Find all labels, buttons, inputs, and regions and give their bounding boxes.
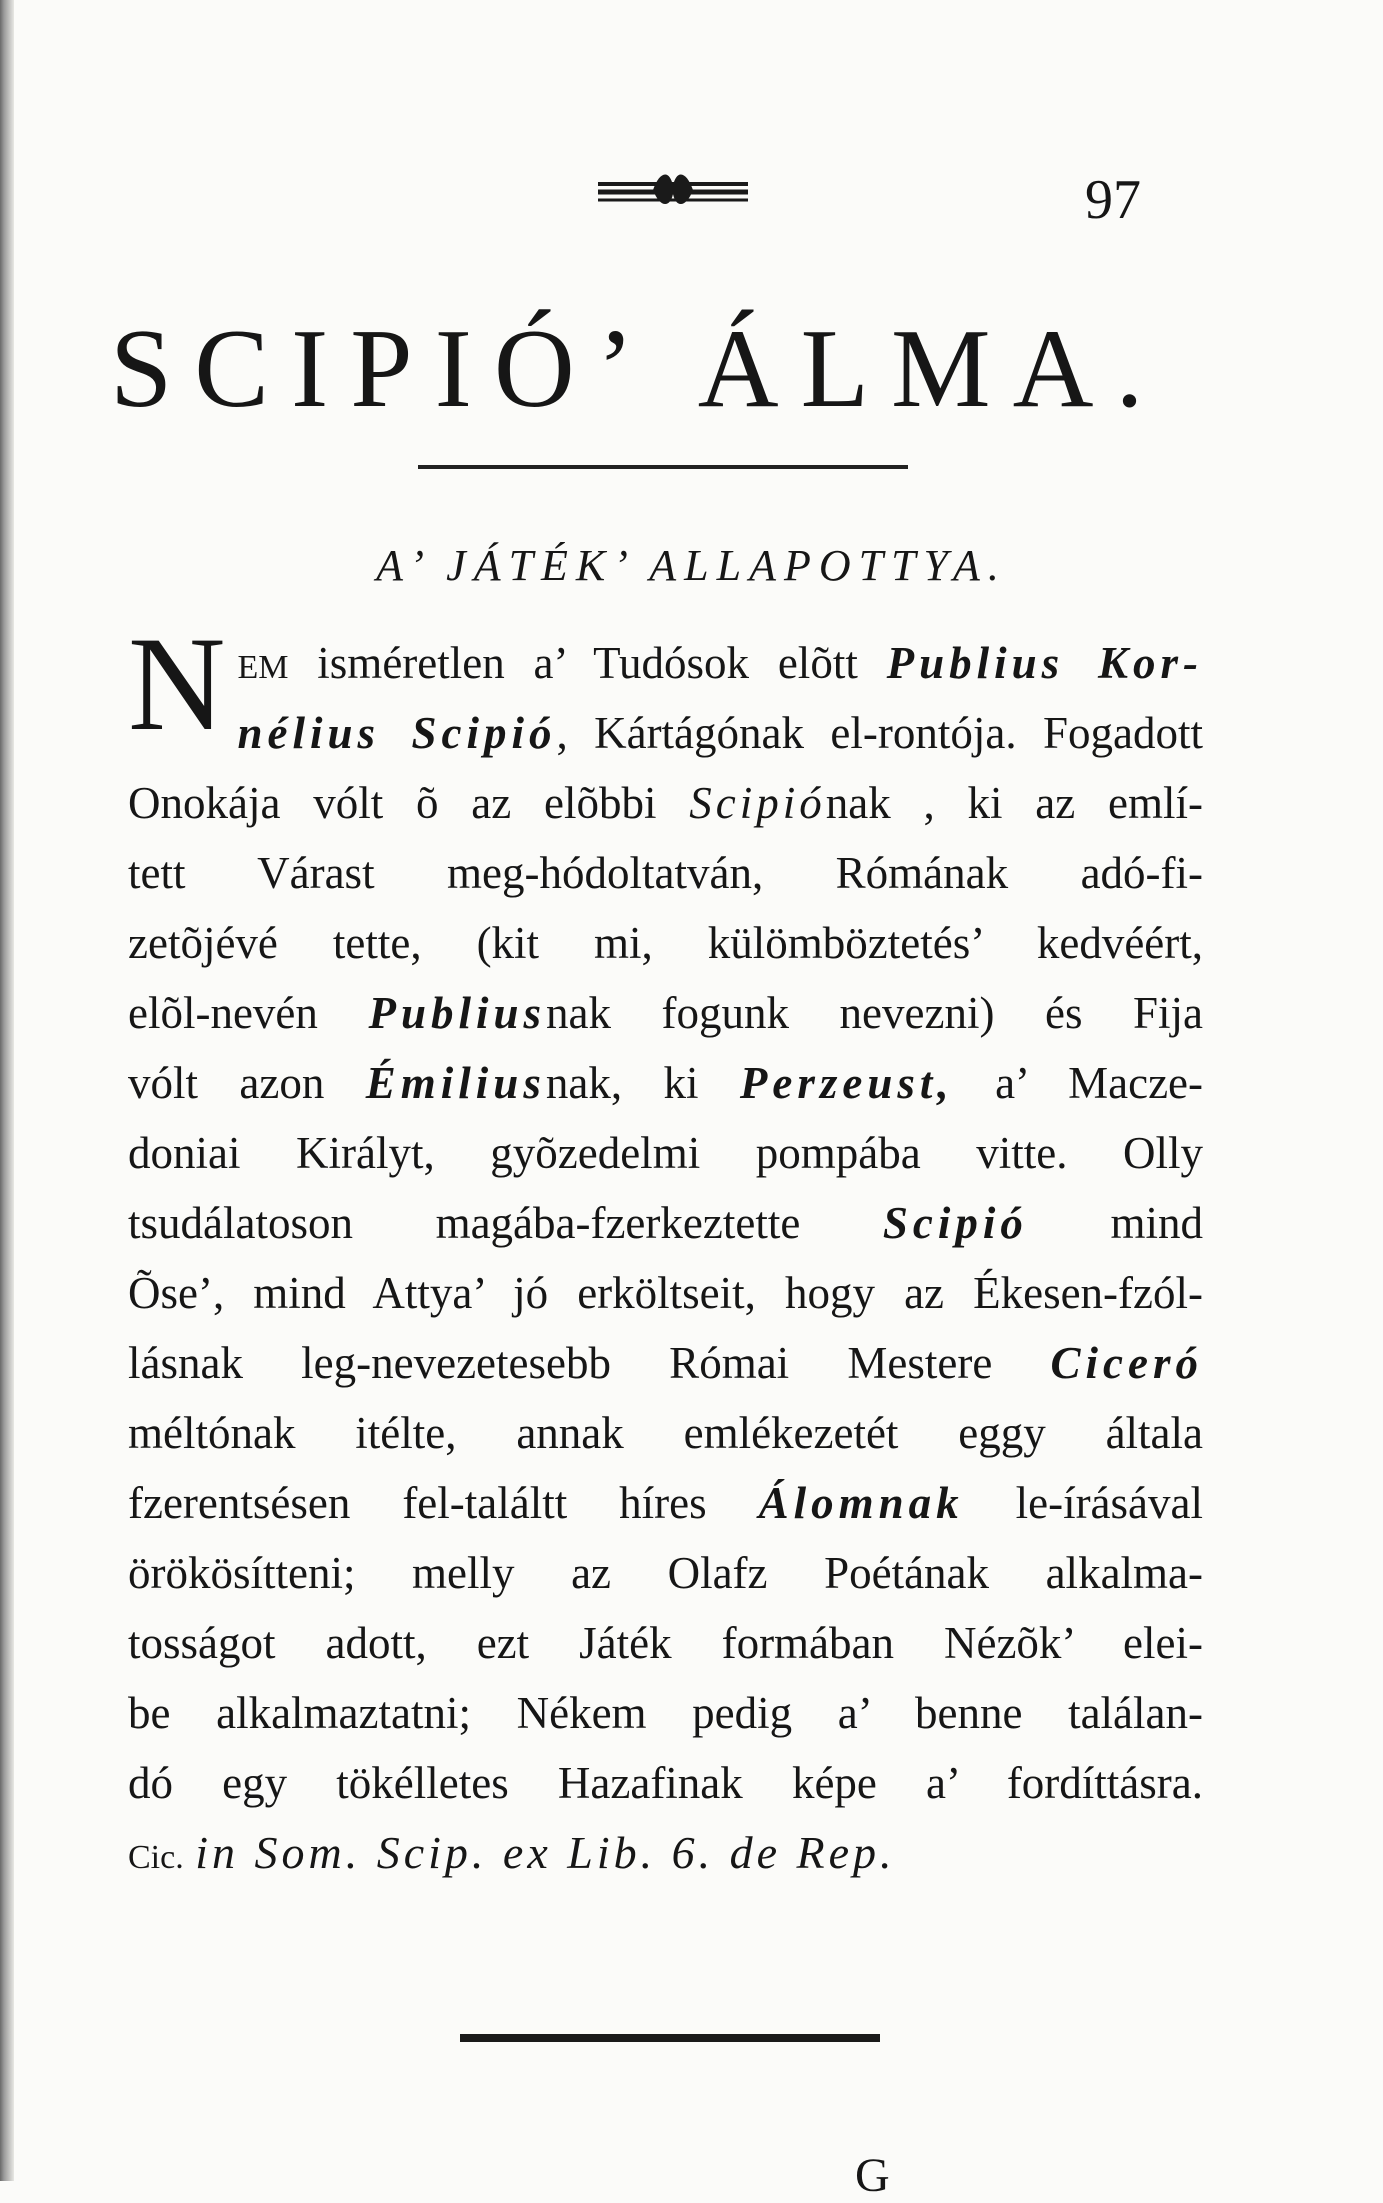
text-line: fzerentsésen fel-találtt híres Álomnak le-írásával — [128, 1478, 1203, 1528]
text-line: zetõjévé tette, (kit mi, külömböztetés’ kedvéért, — [128, 918, 1203, 968]
text-line: be alkalmaztatni; Nékem pedig a’ benne találan- — [128, 1688, 1203, 1738]
text-line: Õse’, mind Attya’ jó erköltseit, hogy az Ékesen-fzól- — [128, 1268, 1203, 1318]
body-paragraph — [128, 610, 1204, 1888]
text-line: méltónak itélte, annak emlékezetét eggy általa — [128, 1408, 1203, 1458]
text-line: elõl-nevén Publiusnak fogunk nevezni) és Fija — [128, 988, 1203, 1038]
title-rule — [418, 465, 908, 469]
signature-mark: G — [855, 2149, 890, 2202]
text-line: Onokája vólt õ az elõbbi Scipiónak , ki az emlí- — [128, 778, 1203, 828]
text-line: örökösítteni; melly az Olafz Poétának alkalma- — [128, 1548, 1203, 1598]
page-title: SCIPIÓ’ ÁLMA. — [110, 307, 1166, 431]
text-line: dó egy tökélletes Hazafinak képe a’ fordíttásra. — [128, 1758, 1203, 1808]
text-line: vólt azon Émiliusnak, ki Perzeust, a’ Macze- — [128, 1058, 1204, 1108]
text-line: tett Várast meg-hódoltatván, Rómának adó-fi- — [128, 848, 1203, 898]
page-edge — [0, 0, 14, 2181]
text-line: tsudálatoson magába-fzerkeztette Scipió mind — [128, 1198, 1203, 1248]
text-line: lásnak leg-nevezetesebb Római Mestere Ciceró — [128, 1338, 1203, 1388]
section-heading: A’ JÁTÉK’ ALLAPOTTYA. — [376, 541, 1007, 590]
text-line: doniai Királyt, gyõzedelmi pompába vitte. Olly — [128, 1128, 1203, 1178]
page-number: 97 — [1085, 169, 1141, 231]
text-line: nélius Scipió, Kártágónak el-rontója. Fogadott — [237, 708, 1203, 758]
text-line: EM isméretlen a’ Tudósok elõtt Publius Kor- — [237, 638, 1203, 688]
bottom-rule — [460, 2034, 880, 2042]
drop-cap: N — [128, 610, 226, 759]
ornament-icon — [598, 168, 748, 212]
citation: Cic. in Som. Scip. ex Lib. 6. de Rep. — [128, 1827, 896, 1878]
text-line: tosságot adott, ezt Játék formában Nézõk’ elei- — [128, 1618, 1203, 1668]
